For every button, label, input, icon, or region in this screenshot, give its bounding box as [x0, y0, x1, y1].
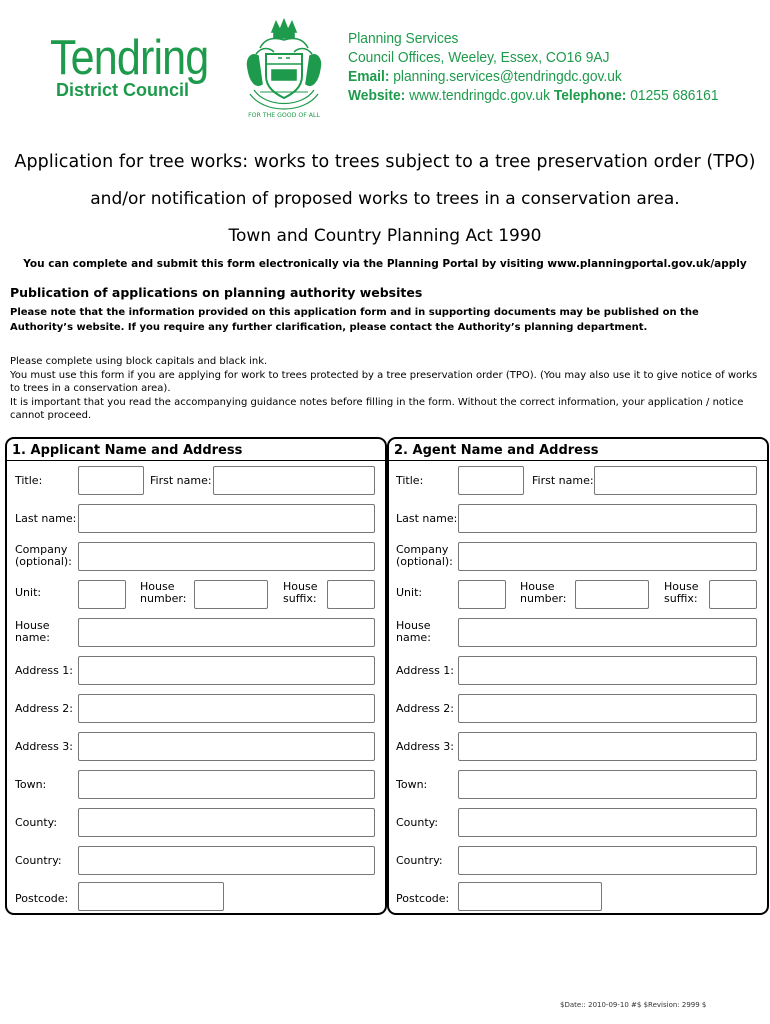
council-logo-subtitle: District Council	[56, 80, 190, 100]
applicant-address3-field[interactable]	[78, 732, 375, 761]
county-label: County:	[396, 816, 439, 829]
revision-footer: $Date:: 2010-09-10 #$ $Revision: 2999 $	[560, 1001, 707, 1009]
applicant-house-number-field[interactable]	[194, 580, 268, 609]
company-label-line: (optional):	[15, 555, 72, 568]
house-suffix-label-line: suffix:	[664, 592, 698, 605]
agent-country-field[interactable]	[458, 846, 757, 875]
website-link[interactable]: www.tendringdc.gov.uk	[409, 87, 550, 104]
company-label	[396, 544, 453, 568]
crest-motto: FOR THE GOOD OF ALL	[248, 112, 320, 119]
address2-label: Address 2:	[15, 702, 74, 715]
applicant-title-field[interactable]	[78, 466, 144, 495]
address1-label: Address 1:	[15, 664, 74, 677]
applicant-town-field[interactable]	[78, 770, 375, 799]
house-name-label-line: House	[15, 619, 50, 632]
agent-first-name-field[interactable]	[594, 466, 757, 495]
instruction-line: Please complete using block capitals and black ink.	[10, 356, 268, 367]
form-title: Application for tree works: works to trees subject to a tree preservation order (TPO)	[14, 152, 756, 172]
applicant-company-field[interactable]	[78, 542, 375, 571]
title-label: Title:	[396, 474, 424, 487]
house-number-label-line: number:	[140, 592, 187, 605]
applicant-address1-field[interactable]	[78, 656, 375, 685]
applicant-last-name-field[interactable]	[78, 504, 375, 533]
house-suffix-label	[664, 581, 698, 605]
agent-house-suffix-field[interactable]	[709, 580, 757, 609]
unit-label: Unit:	[396, 586, 423, 599]
agent-town-field[interactable]	[458, 770, 757, 799]
email-line	[348, 67, 719, 86]
website-line	[348, 86, 719, 105]
council-crest-icon	[238, 18, 330, 122]
instruction-line: It is important that you read the accompanying guidance notes before filling in the form. Without the correct information, your application / notice cannot proceed.	[10, 396, 744, 421]
applicant-address2-field[interactable]	[78, 694, 375, 723]
agent-last-name-field[interactable]	[458, 504, 757, 533]
council-logo-name: Tendring	[50, 31, 209, 85]
company-label-line: (optional):	[396, 555, 453, 568]
email-label: Email:	[348, 68, 390, 85]
contact-details	[348, 29, 719, 105]
form-subtitle: and/or notification of proposed works to trees in a conservation area.	[90, 189, 680, 209]
agent-unit-field[interactable]	[458, 580, 506, 609]
section-divider	[7, 460, 385, 461]
applicant-unit-field[interactable]	[78, 580, 126, 609]
house-name-label-line: name:	[396, 631, 431, 644]
applicant-section	[5, 437, 387, 915]
country-label: Country:	[396, 854, 443, 867]
agent-address3-field[interactable]	[458, 732, 757, 761]
website-label: Website:	[348, 87, 406, 104]
house-name-label	[15, 620, 50, 644]
agent-address1-field[interactable]	[458, 656, 757, 685]
unit-label: Unit:	[15, 586, 42, 599]
applicant-county-field[interactable]	[78, 808, 375, 837]
agent-postcode-field[interactable]	[458, 882, 602, 911]
agent-company-field[interactable]	[458, 542, 757, 571]
applicant-first-name-field[interactable]	[213, 466, 375, 495]
agent-house-name-field[interactable]	[458, 618, 757, 647]
country-label: Country:	[15, 854, 62, 867]
address3-label: Address 3:	[15, 740, 74, 753]
house-name-label	[396, 620, 431, 644]
form-act: Town and Country Planning Act 1990	[228, 226, 542, 246]
publication-note: Please note that the information provided on this application form and in supporting documents may be published on the Authority’s website. If you require any further clarification, please contact the Authority’s planning department.	[10, 307, 699, 333]
applicant-house-name-field[interactable]	[78, 618, 375, 647]
applicant-postcode-field[interactable]	[78, 882, 224, 911]
last-name-label: Last name:	[15, 512, 77, 525]
house-name-label-line: House	[396, 619, 431, 632]
letterhead	[0, 0, 770, 130]
last-name-label: Last name:	[396, 512, 458, 525]
first-name-label: First name:	[150, 474, 212, 487]
agent-house-number-field[interactable]	[575, 580, 649, 609]
service-name: Planning Services	[348, 30, 459, 47]
house-suffix-label-line: House	[283, 580, 318, 593]
address3-label: Address 3:	[396, 740, 455, 753]
title-label: Title:	[15, 474, 43, 487]
agent-county-field[interactable]	[458, 808, 757, 837]
town-label: Town:	[396, 778, 428, 791]
council-address: Council Offices, Weeley, Essex, CO16 9AJ	[348, 49, 610, 66]
section-divider	[389, 460, 767, 461]
email-link[interactable]: planning.services@tendringdc.gov.uk	[393, 68, 622, 85]
agent-title-field[interactable]	[458, 466, 524, 495]
company-label-line: Company	[15, 543, 68, 556]
address2-label: Address 2:	[396, 702, 455, 715]
telephone-label: Telephone:	[553, 87, 627, 104]
house-number-label	[140, 581, 186, 605]
house-number-label-line: House	[140, 580, 175, 593]
instruction-line: You must use this form if you are applying for work to trees protected by a tree preservation order (TPO). (You may also use it to give notice of works to trees in a conservation area).	[10, 369, 758, 394]
county-label: County:	[15, 816, 58, 829]
planning-portal-note: You can complete and submit this form electronically via the Planning Portal by visiting www.planningportal.gov.uk/apply	[23, 258, 747, 270]
town-label: Town:	[15, 778, 47, 791]
house-suffix-label	[283, 581, 317, 605]
house-number-label	[520, 581, 566, 605]
house-suffix-label-line: House	[664, 580, 699, 593]
instructions	[10, 355, 765, 423]
first-name-label: First name:	[532, 474, 594, 487]
publication-heading: Publication of applications on planning authority websites	[10, 285, 423, 300]
house-number-label-line: House	[520, 580, 555, 593]
company-label-line: Company	[396, 543, 449, 556]
house-name-label-line: name:	[15, 631, 50, 644]
company-label	[15, 544, 72, 568]
applicant-country-field[interactable]	[78, 846, 375, 875]
postcode-label: Postcode:	[15, 892, 69, 905]
applicant-house-suffix-field[interactable]	[327, 580, 375, 609]
house-number-label-line: number:	[520, 592, 567, 605]
postcode-label: Postcode:	[396, 892, 450, 905]
applicant-section-title: 1. Applicant Name and Address	[12, 443, 243, 458]
agent-address2-field[interactable]	[458, 694, 757, 723]
agent-section	[387, 437, 769, 915]
telephone-number: 01255 686161	[630, 87, 719, 104]
agent-section-title: 2. Agent Name and Address	[394, 443, 599, 458]
address1-label: Address 1:	[396, 664, 455, 677]
house-suffix-label-line: suffix:	[283, 592, 317, 605]
